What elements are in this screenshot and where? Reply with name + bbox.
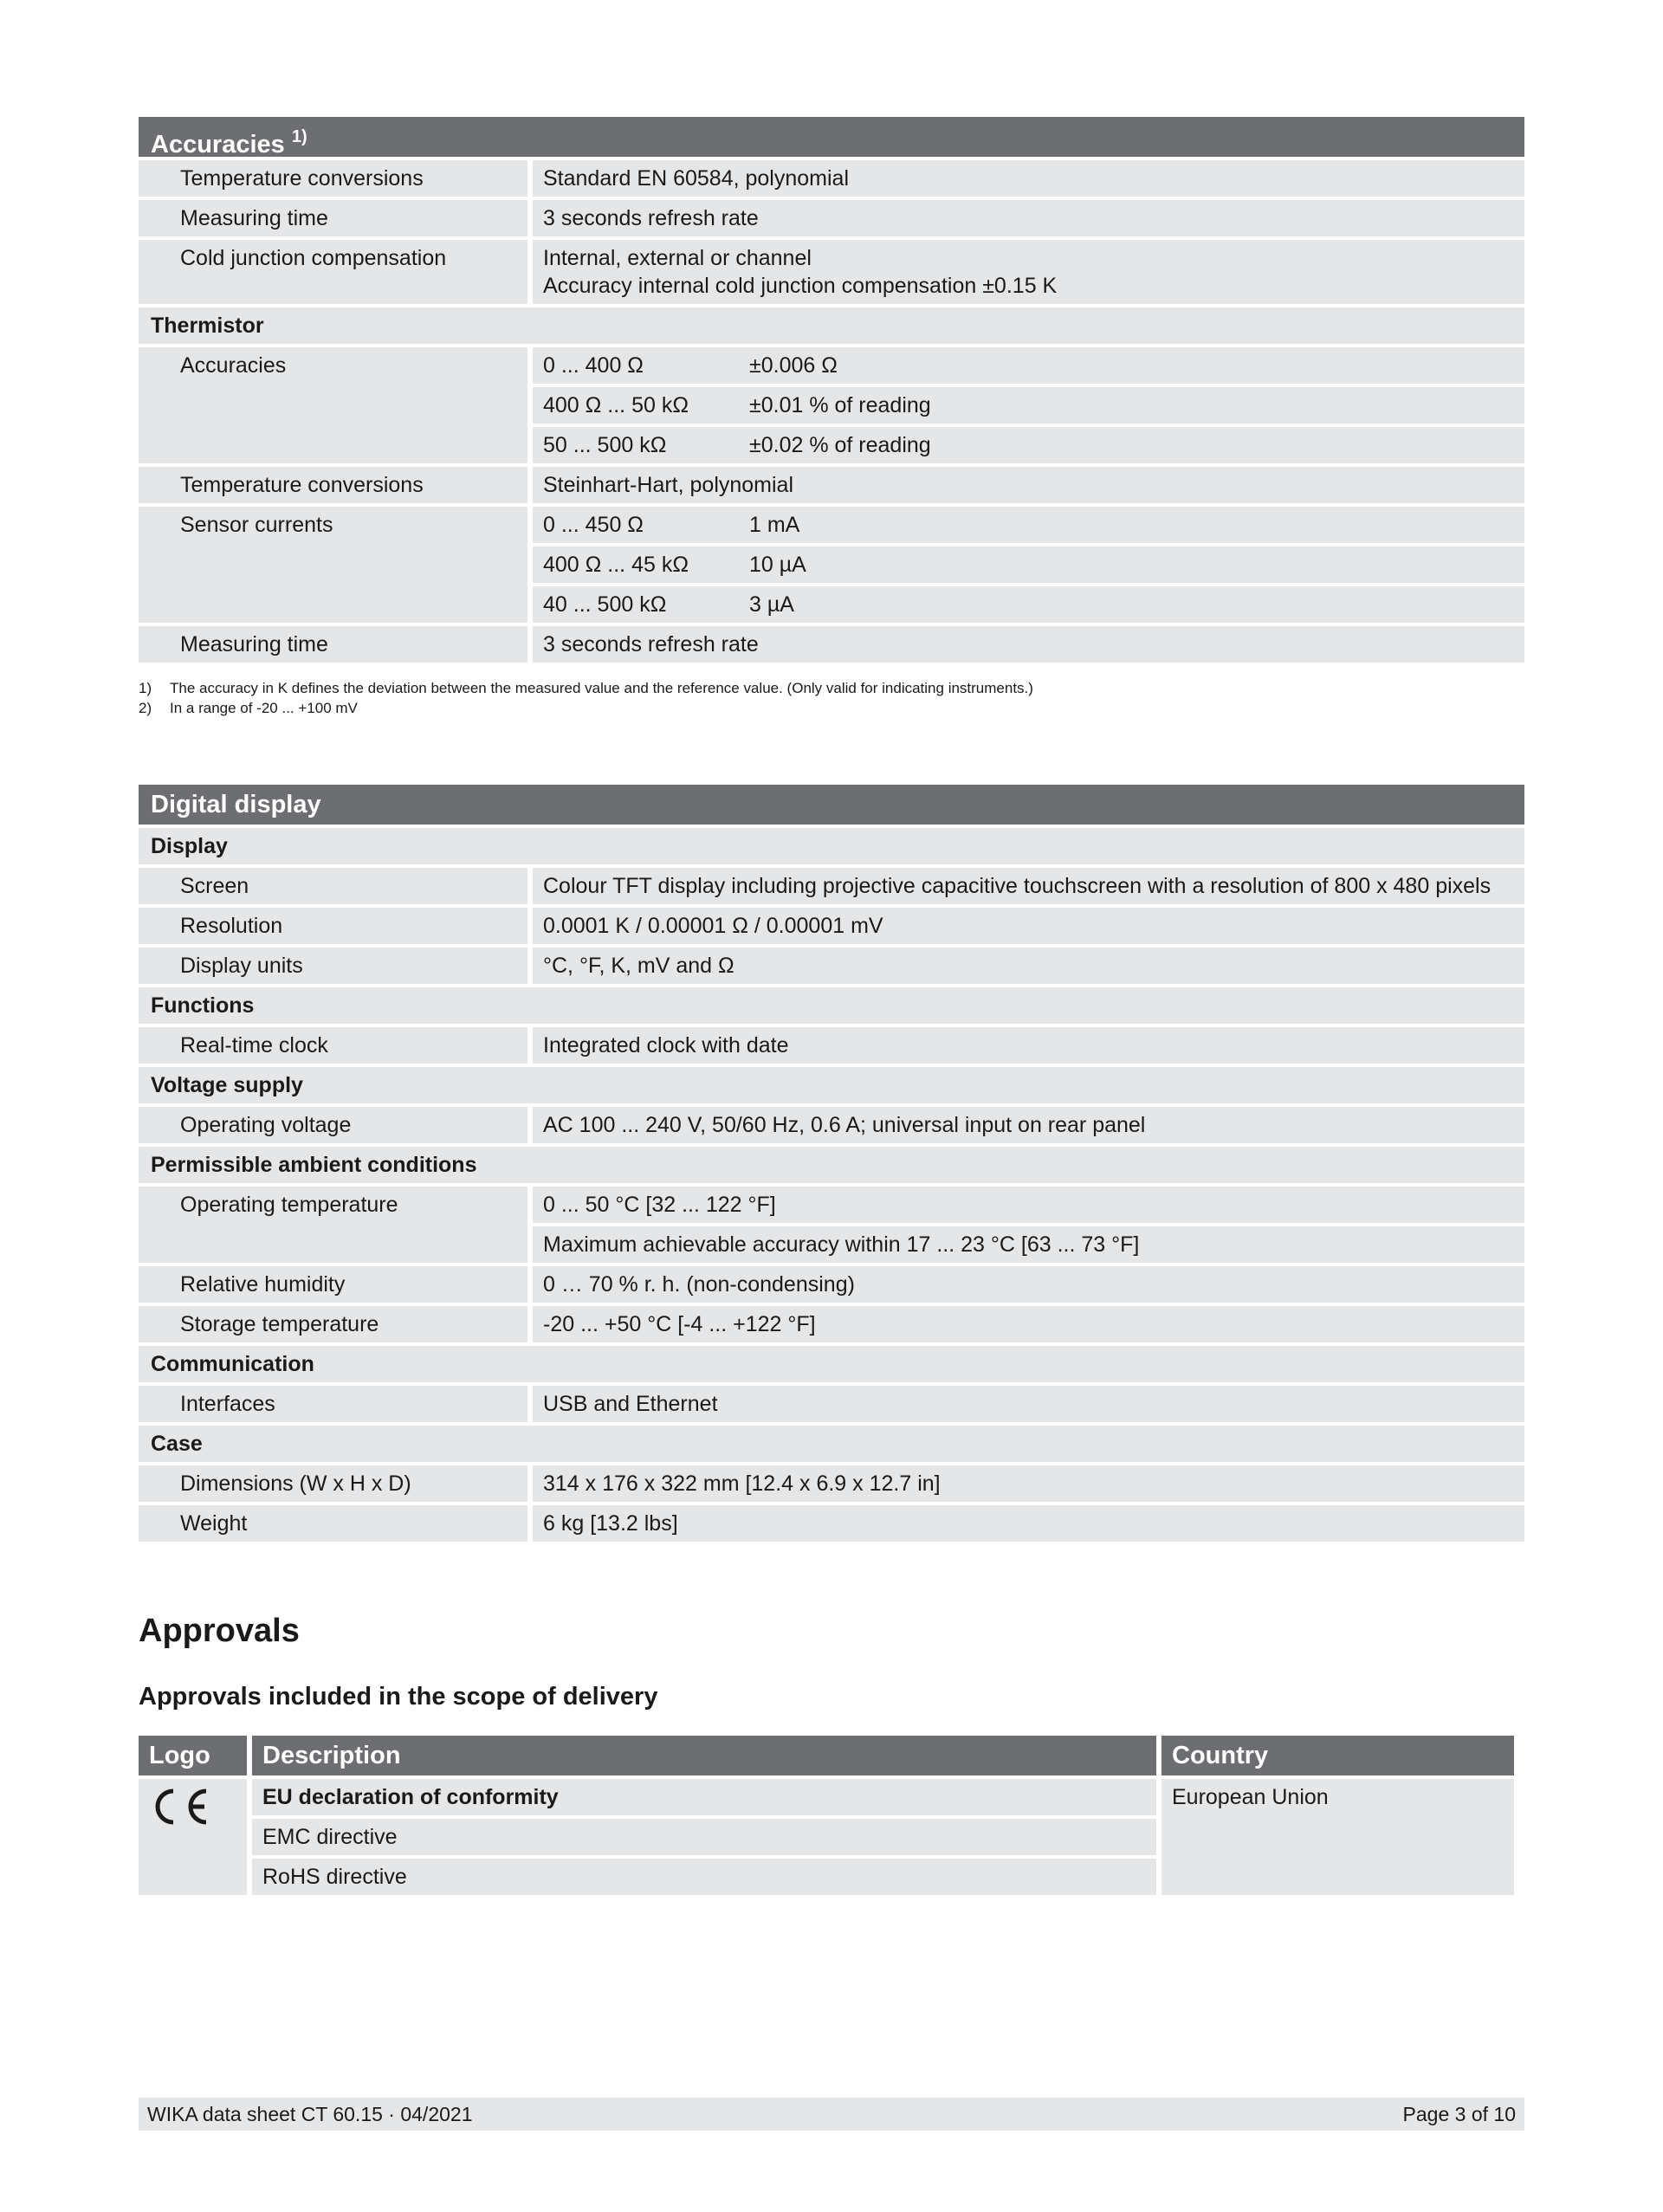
digital-display-section (139, 785, 1524, 1542)
table-row: Permissible ambient conditions (139, 1147, 1524, 1183)
table-row: Temperature conversions Standard EN 60584, polynomial (139, 160, 1524, 197)
table-row: Maximum achievable accuracy within 17 ... 23 °C [63 ... 73 °F] (139, 1226, 1524, 1263)
accuracies-table (139, 157, 1524, 666)
page-footer (139, 2098, 1524, 2131)
approvals-heading: Approvals (139, 1613, 300, 1649)
col-logo: Logo (139, 1736, 247, 1775)
table-row: Accuracies 0 ... 400 Ω ±0.006 Ω (139, 347, 1524, 384)
table-row: Case (139, 1426, 1524, 1462)
accuracies-header: Accuracies $^{1)}$ (139, 117, 1524, 157)
table-row: Display units °C, °F, K, mV and Ω (139, 948, 1524, 984)
table-row: Storage temperature -20 ... +50 °C [-4 ... +122 °F] (139, 1306, 1524, 1342)
table-row: Relative humidity 0 … 70 % r. h. (non-condensing) (139, 1266, 1524, 1303)
table-row: Real-time clock Integrated clock with date (139, 1027, 1524, 1064)
col-description: Description (252, 1736, 1156, 1775)
col-country: Country (1162, 1736, 1514, 1775)
table-row: RoHS directive (139, 1859, 1514, 1895)
accuracies-section (139, 117, 1524, 718)
table-row: Operating voltage AC 100 ... 240 V, 50/60 Hz, 0.6 A; universal input on rear panel (139, 1107, 1524, 1143)
table-row: Communication (139, 1346, 1524, 1382)
table-row: 400 Ω ... 45 kΩ 10 µA (139, 547, 1524, 583)
table-row: EMC directive (139, 1819, 1514, 1855)
approvals-section (139, 1613, 1524, 1895)
table-row: Measuring time 3 seconds refresh rate (139, 626, 1524, 663)
table-row: 40 ... 500 kΩ 3 µA (139, 586, 1524, 623)
table-row: Functions (139, 987, 1524, 1024)
footnote-2: 2) In a range of -20 ... +100 mV (139, 700, 358, 716)
table-row: EU declaration of conformity European Union (139, 1779, 1514, 1815)
table-row: 400 Ω ... 50 kΩ ±0.01 % of reading (139, 387, 1524, 424)
table-row: Sensor currents 0 ... 450 Ω 1 mA (139, 507, 1524, 543)
table-row: Temperature conversions Steinhart-Hart, polynomial (139, 467, 1524, 503)
table-row: Measuring time 3 seconds refresh rate (139, 200, 1524, 236)
footer-page-number: Page 3 of 10 (1402, 2103, 1516, 2125)
approvals-subheading: Approvals included in the scope of delivery (139, 1683, 658, 1711)
approvals-table (133, 1732, 1519, 1898)
table-row: Interfaces USB and Ethernet (139, 1386, 1524, 1422)
table-row: Weight 6 kg [13.2 lbs] (139, 1505, 1524, 1542)
footnote-1: 1) The accuracy in K defines the deviation between the measured value and the reference value. (Only valid for indicating instruments.) (139, 680, 1033, 696)
table-row: Screen Colour TFT display including projective capacitive touchscreen with a resolution of 800 x 480 pixels (139, 868, 1524, 904)
table-row: Thermistor (139, 307, 1524, 344)
table-row: Display (139, 828, 1524, 864)
footer-document-id: WIKA data sheet CT 60.15 · 04/2021 (147, 2103, 473, 2125)
table-row: Cold junction compensation Internal, external or channel Accuracy internal cold junction compensation ±0.15 K (139, 240, 1524, 304)
table-row: Dimensions (W x H x D) 314 x 176 x 322 mm [12.4 x 6.9 x 12.7 in] (139, 1465, 1524, 1502)
table-row: 50 ... 500 kΩ ±0.02 % of reading (139, 427, 1524, 463)
digital-display-header: Digital display (139, 785, 1524, 825)
table-row: Resolution 0.0001 K / 0.00001 Ω / 0.00001 mV (139, 908, 1524, 944)
table-row: Operating temperature 0 ... 50 °C [32 ... 122 °F] (139, 1187, 1524, 1223)
ce-mark-icon (139, 1779, 247, 1895)
table-row: Voltage supply (139, 1067, 1524, 1103)
digital-display-table (139, 825, 1524, 1545)
table-header-row (139, 1736, 1514, 1775)
